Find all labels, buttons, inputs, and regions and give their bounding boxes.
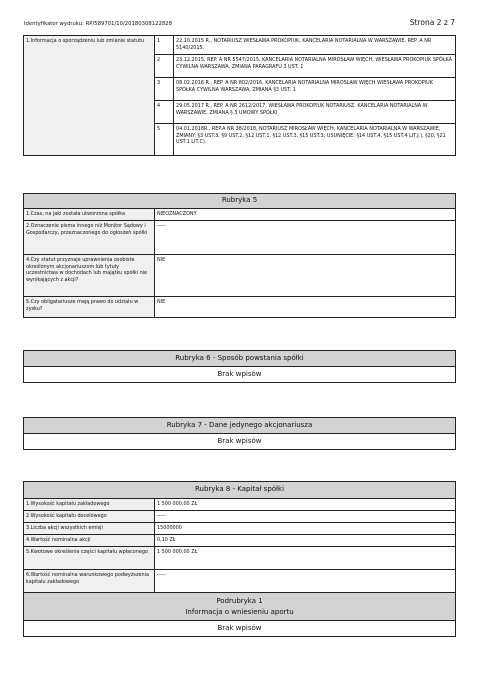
field-label: 4.Wartość nominalna akcji: [24, 535, 155, 547]
statute-changes-label: 1.Informacja o sporządzeniu lub zmianie statutu: [24, 36, 155, 156]
table-row: [24, 499, 456, 511]
field-label: 4.Czy statut przyznaje uprawnienia osobiste określonym akcjonariuszom lub tytuły uczestnictwa w dochodach lub majątku spółki nie wynikających z akcji?: [24, 255, 155, 297]
subsection-header: [24, 593, 456, 621]
subsection-subtitle: Informacja o wniesieniu aportu: [185, 607, 294, 616]
no-entries-text: Brak wpisów: [24, 367, 456, 383]
field-value: -----: [155, 570, 456, 593]
entry-text: 22.10.2015 R., NOTARIUSZ WIESŁAWA PROKOPIUK, KANCELARIA NOTARIALNA W WARSZAWIE, REP. A NR 5140/2015.: [174, 36, 456, 55]
section-title: Rubryka 8 - Kapitał spółki: [24, 482, 456, 499]
no-entries-text: Brak wpisów: [24, 621, 456, 637]
table-row: [24, 209, 456, 221]
entry-number: 5: [155, 124, 174, 156]
page-header: [24, 18, 455, 27]
rubryka-7-table: [23, 417, 456, 450]
statute-entry-row: [24, 36, 456, 55]
field-value: NIEOZNACZONY: [155, 209, 456, 221]
field-label: 1.Wysokość kapitału zakładowego: [24, 499, 155, 511]
field-value: NIE: [155, 255, 456, 297]
table-row: [24, 547, 456, 570]
field-label: 2.Wysokość kapitału docelowego: [24, 511, 155, 523]
table-row: [24, 255, 456, 297]
rubryka-5-table: [23, 193, 456, 318]
field-label: 1.Czas, na jaki została utworzona spółka: [24, 209, 155, 221]
entry-number: 3: [155, 78, 174, 101]
section-title: Rubryka 6 - Sposób powstania spółki: [24, 351, 456, 367]
section-title: Rubryka 7 - Dane jedynego akcjonariusza: [24, 418, 456, 434]
field-label: 5.Kwotowe określenie części kapitału wpłaconego: [24, 547, 155, 570]
field-value: NIE: [155, 297, 456, 318]
no-entries-text: Brak wpisów: [24, 434, 456, 450]
entry-text: 08.02.2016 R., REP. A NR 802/2016, KANCELARIA NOTARIALNA MIROSŁAW WIĘCH WIESŁAWA PROKOPIUK SPÓŁKA CYWILNA WARSZAWA, ZMIANA §3 UST. 1: [174, 78, 456, 101]
print-identifier: Identyfikator wydruku: RP/589701/10/20180308122828: [24, 21, 172, 27]
field-value: -----: [155, 511, 456, 523]
field-label: 6.Wartość nominalna warunkowego podwyższenia kapitału zakładowego: [24, 570, 155, 593]
rubryka-8-table: [23, 481, 456, 637]
section-title: Rubryka 5: [24, 194, 456, 209]
field-label: 5.Czy obligatariusze mają prawo do udziału w zysku?: [24, 297, 155, 318]
field-value: 15000000: [155, 523, 456, 535]
table-row: [24, 511, 456, 523]
field-value: 0,10 ZŁ: [155, 535, 456, 547]
entry-number: 2: [155, 55, 174, 78]
field-value: 1 500 000,00 ZŁ: [155, 499, 456, 511]
field-label: 3.Liczba akcji wszystkich emisji: [24, 523, 155, 535]
page-number: Strona 2 z 7: [409, 18, 455, 27]
entry-number: 4: [155, 101, 174, 124]
table-row: [24, 297, 456, 318]
table-row: [24, 535, 456, 547]
table-row: [24, 523, 456, 535]
subsection-title: Podrubryka 1: [216, 597, 263, 606]
entry-text: 23.12.2015, REP. A NR 5547/2015, KANCELARIA NOTARIALNA MIROSŁAW WIĘCH, WIESŁAWA PROKOPIUK SPÓŁKA CYWILNA WARSZAWA, ZMIANA PARAGRAFU 3 UST. 1: [174, 55, 456, 78]
field-value: -----: [155, 221, 456, 255]
statute-changes-table: [23, 35, 456, 156]
rubryka-6-table: [23, 350, 456, 383]
table-row: [24, 570, 456, 593]
entry-number: 1: [155, 36, 174, 55]
field-value: 1 500 000,00 ZŁ: [155, 547, 456, 570]
field-label: 2.Oznaczenie pisma innego niż Monitor Sądowy i Gospodarczy, przeznaczonego do ogłoszeń spółki: [24, 221, 155, 255]
entry-text: 04.01.2018R., REP.A NR 38/2018, NOTARIUSZ MIROSŁAW WIĘCH, KANCELARIA NOTARIALNA W WARSZAWIE, ZMIANY: §3 UST.3, §9 UST.2, §12 UST.1, §12 UST.3, §15 UST.3; USUNIĘCIE: §14 UST.4, §15 UST.4 LIT.J.), §20, §21 UST.1 LIT.C).: [174, 124, 456, 156]
entry-text: 29.05.2017 R., REP. A NR 2612/2017, WIESŁAWA PROKOPIUK NOTARIUSZ, KANCELARIA NOTARIALNA W WARSZAWIE, ZMIANA § 3 UMOWY SPÓŁKI: [174, 101, 456, 124]
table-row: [24, 221, 456, 255]
